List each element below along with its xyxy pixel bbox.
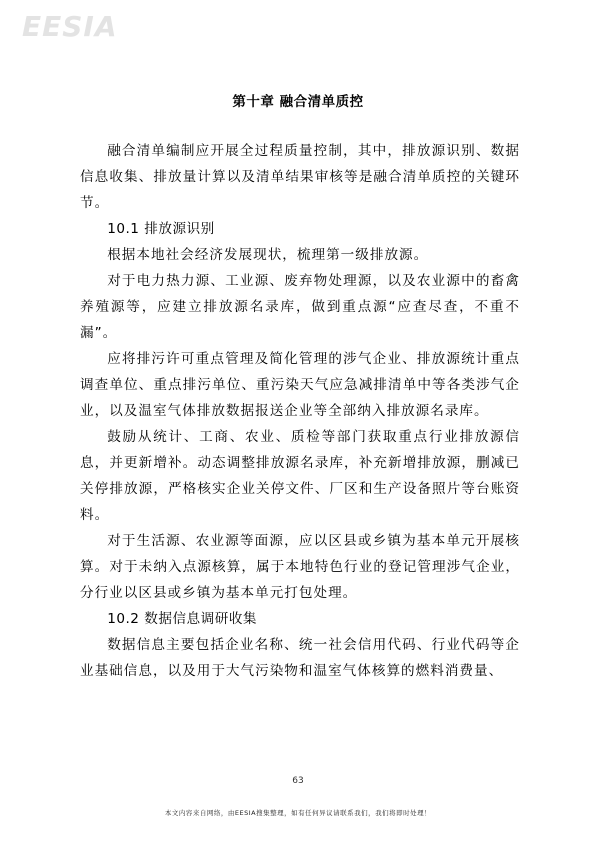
footer-disclaimer: 本文内容来自网络，由EESIA搜集整理，如有任何异议请联系我们，我们将即时处理！ bbox=[164, 809, 432, 817]
paragraph-first-level-sources: 根据本地社会经济发展现状，梳理第一级排放源。 bbox=[107, 247, 429, 263]
paragraph-data-info: 数据信息主要包括企业名称、统一社会信用代码、行业代码等企业基础信息，以及用于大气污染物和温室气体核算的燃料消费量、 bbox=[80, 637, 520, 679]
paragraph-update-registry: 鼓励从统计、工商、农业、质检等部门获取重点行业排放源信息，并更新增补。动态调整排放源名录库，补充新增排放源，删减已关停排放源，严格核实企业关停文件、厂区和生产设备照片等台账资料。 bbox=[80, 429, 520, 523]
paragraph-enterprise-inclusion: 应将排污许可重点管理及简化管理的涉气企业、排放源统计重点调查单位、重点排污单位、重污染天气应急减排清单中等各类涉气企业，以及温室气体排放数据报送企业等全部纳入排放源名录库。 bbox=[80, 351, 520, 419]
paragraph-area-sources: 对于生活源、农业源等面源，应以区县或乡镇为基本单元开展核算。对于未纳入点源核算，属于本地特色行业的登记管理涉气企业，分行业以区县或乡镇为基本单元打包处理。 bbox=[80, 533, 520, 601]
eesia-watermark-logo: EESIA bbox=[22, 10, 118, 43]
section-heading-10-1: 10.1 排放源识别 bbox=[107, 221, 215, 237]
paragraph-intro: 融合清单编制应开展全过程质量控制，其中，排放源识别、数据信息收集、排放量计算以及清单结果审核等是融合清单质控的关键环节。 bbox=[80, 143, 520, 211]
chapter-title: 第十章 融合清单质控 bbox=[232, 94, 364, 110]
document-body bbox=[80, 138, 520, 684]
paragraph-source-registry: 对于电力热力源、工业源、废弃物处理源，以及农业源中的畜禽养殖源等，应建立排放源名录库，做到重点源“应查尽查，不重不漏”。 bbox=[80, 273, 520, 341]
section-heading-10-2: 10.2 数据信息调研收集 bbox=[107, 611, 258, 627]
page-number: 63 bbox=[292, 776, 304, 786]
